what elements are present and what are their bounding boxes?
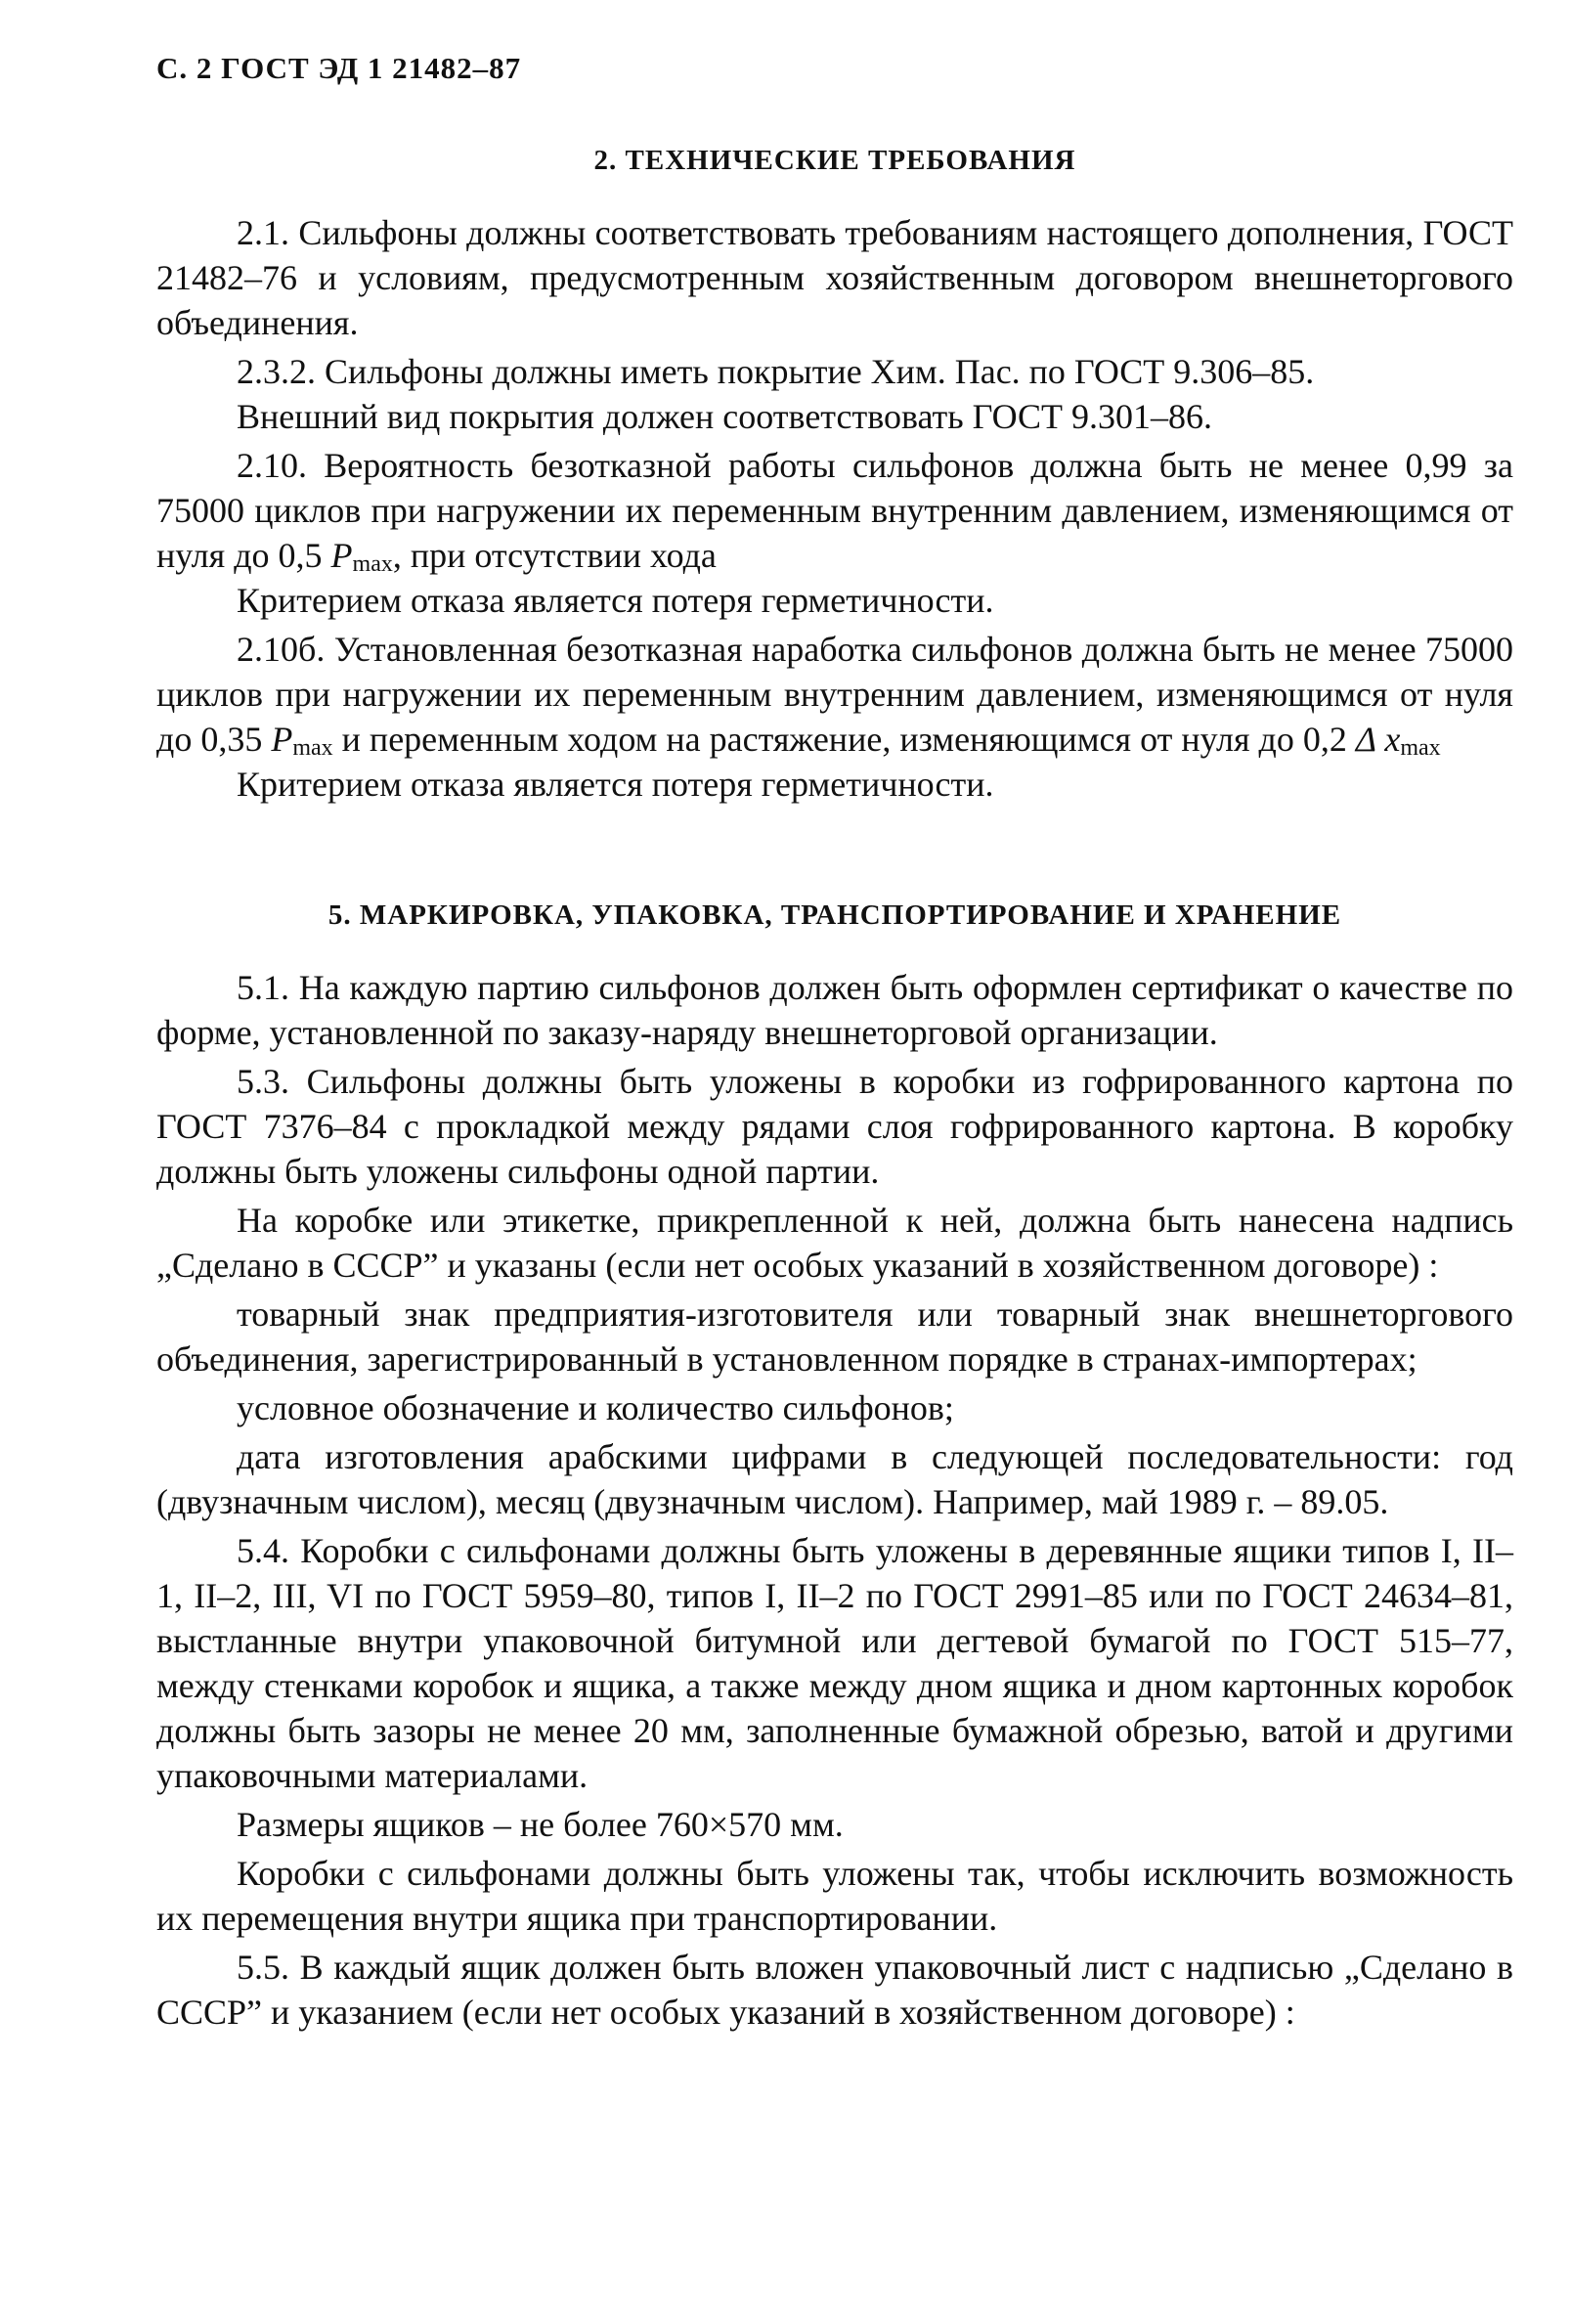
- paragraph-5-3-date: дата изготовления арабскими цифрами в следующей последовательности: год (двузначным числом), месяц (двузначным числом). Например, май 1989 г. – 89.05.: [156, 1437, 1513, 1521]
- text-run: 2.10б. Установленная безотказная наработка сильфонов должна быть не менее 75000 циклов при нагружении их переменным внутренним давлением, изменяющимся от нуля до 0,35: [156, 630, 1513, 759]
- paragraph-2-10b-criterion: Критерием отказа является потеря герметичности.: [237, 765, 994, 804]
- paragraph-5-3: 5.3. Сильфоны должны быть уложены в коробки из гофрированного картона по ГОСТ 7376–84 с прокладкой между рядами слоя гофрированного картона. В коробку должны быть уложены сильфоны одной партии.: [156, 1062, 1513, 1191]
- pressure-symbol: P: [330, 536, 353, 575]
- paragraph-2-10: [156, 443, 1513, 578]
- text-run: , при отсутствии хода: [392, 536, 717, 575]
- text-run: и переменным ходом на растяжение, изменяющимся от нуля до 0,2: [332, 720, 1356, 759]
- paragraph-5-5: 5.5. В каждый ящик должен быть вложен упаковочный лист с надписью „Сделано в СССР” и указанием (если нет особых указаний в хозяйственном договоре) :: [156, 1948, 1513, 2032]
- pressure-symbol: P: [271, 720, 293, 759]
- paragraph-5-3-trademark: товарный знак предприятия-изготовителя или товарный знак внешнеторгового объединения, зарегистрированный в установленном порядке в странах-импортерах;: [156, 1294, 1513, 1379]
- stroke-symbol: Δ x: [1355, 720, 1401, 759]
- paragraph-2-10b: [156, 627, 1513, 762]
- paragraph-2-10-criterion: Критерием отказа является потеря герметичности.: [237, 581, 994, 620]
- paragraph-2-1: 2.1. Сильфоны должны соответствовать требованиям настоящего дополнения, ГОСТ 21482–76 и условиям, предусмотренным хозяйственным договором внешнеторгового объединения.: [156, 213, 1513, 342]
- paragraph-5-3-label: На коробке или этикетке, прикрепленной к ней, должна быть нанесена надпись „Сделано в СССР” и указаны (если нет особых указаний в хозяйственном договоре) :: [156, 1201, 1513, 1285]
- section-marking-packing: [156, 899, 1513, 2035]
- stroke-subscript: max: [1400, 735, 1441, 761]
- section-technical-requirements: [156, 145, 1513, 807]
- paragraph-2-3-2-appearance: Внешний вид покрытия должен соответствовать ГОСТ 9.301–86.: [237, 397, 1213, 436]
- pressure-subscript: max: [352, 551, 393, 577]
- paragraph-5-4-placement: Коробки с сильфонами должны быть уложены так, чтобы исключить возможность их перемещения внутри ящика при транспортировании.: [156, 1854, 1513, 1938]
- paragraph-5-4-sizes: Размеры ящиков – не более 760×570 мм.: [237, 1805, 844, 1844]
- paragraph-5-3-designation: условное обозначение и количество сильфонов;: [237, 1388, 954, 1427]
- text-run: 2.10. Вероятность безотказной работы сильфонов должна быть не менее 0,99 за 75000 циклов при нагружении их переменным внутренним давлением, изменяющимся от нуля до 0,5: [156, 446, 1513, 575]
- section-heading: 2. ТЕХНИЧЕСКИЕ ТРЕБОВАНИЯ: [593, 145, 1076, 176]
- section-heading: 5. МАРКИРОВКА, УПАКОВКА, ТРАНСПОРТИРОВАНИЕ И ХРАНЕНИЕ: [327, 899, 1342, 931]
- pressure-subscript: max: [292, 735, 333, 761]
- paragraph-5-4: 5.4. Коробки с сильфонами должны быть уложены в деревянные ящики типов I, II–1, II–2, III, VI по ГОСТ 5959–80, типов I, II–2 по ГОСТ 2991–85 или по ГОСТ 24634–81, выстланные внутри упаковочной битумной или дегтевой бумагой по ГОСТ 515–77, между стенками коробок и ящика, а также между дном ящика и дном картонных коробок должны быть зазоры не менее 20 мм, заполненные бумажной обрезью, ватой и другими упаковочными материалами.: [156, 1531, 1513, 1795]
- running-head: С. 2 ГОСТ ЭД 1 21482–87: [156, 51, 522, 85]
- paragraph-2-3-2: 2.3.2. Сильфоны должны иметь покрытие Хим. Пас. по ГОСТ 9.306–85.: [237, 352, 1315, 391]
- paragraph-5-1: 5.1. На каждую партию сильфонов должен быть оформлен сертификат о качестве по форме, установленной по заказу-наряду внешнеторговой организации.: [156, 968, 1513, 1052]
